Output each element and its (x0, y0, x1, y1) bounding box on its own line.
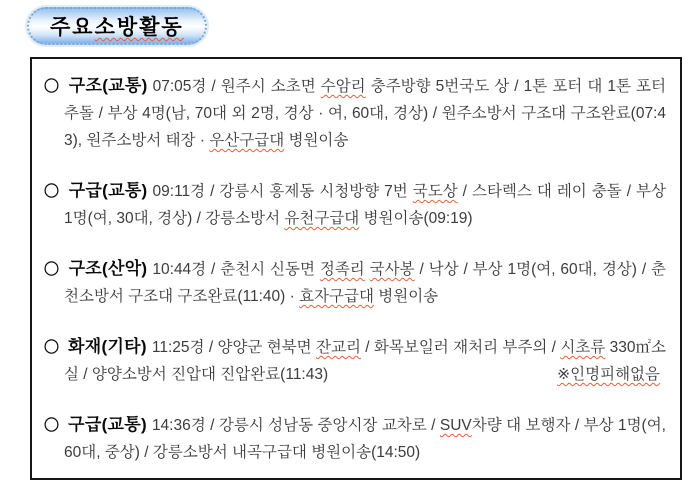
circle-bullet-icon: 〇 (44, 183, 60, 200)
text-segment: 09:11경 / 강릉시 홍제동 시청방향 7번 (152, 183, 413, 200)
activity-category-label: 구조(산악) (68, 259, 148, 278)
text-segment: 07:05경 / 원주시 소초면 (152, 78, 321, 95)
spellcheck-word: 잔교리 (316, 339, 361, 356)
text-segment: 충주방향 5번국도 상 / 1톤 포터 대 1톤 포터 추돌 / 부상 4명(남, 70대 외 2명, 경상 · 여, 60대, 경상) / 원주소방서 구조대 구조완료(07:43), 원주소방서 태장 · (64, 78, 666, 149)
spellcheck-word: 국도상 (412, 183, 458, 200)
no-casualty-note: ※인명피해없음 (557, 366, 660, 383)
text-segment: 병원이송 (373, 288, 439, 305)
page-title-badge (27, 7, 207, 45)
circle-bullet-icon: 〇 (44, 339, 60, 356)
spellcheck-word: 정족리 (319, 261, 365, 278)
text-segment: / 낙상 / 부상 1명(여, 60대, 경상) / 춘천소방서 구조대 구조완료(11:40) · (64, 261, 666, 305)
text-segment: 330㎡소실 / 양양소방서 진압대 진압완료(11:43) (64, 339, 666, 383)
text-segment: 14:36경 / 강릉시 성남동 중앙시장 교차로 / (151, 417, 440, 434)
spellcheck-word: 국사봉 (369, 261, 415, 278)
text-segment: / 스타렉스 대 레이 충돌 / 부상 1명(여, 30대, 경상) / 강릉소방서 (64, 183, 666, 227)
activity-category-label: 구급(교통) (68, 181, 148, 200)
text-segment: / 화목보일러 재처리 부주의 / (360, 339, 561, 356)
text-segment: 차량 대 보행자 / 부상 1명(여, 60대, 중상) / 강릉소방서 내곡구급대 병원이송(14:50) (64, 417, 666, 461)
activity-description (64, 261, 666, 305)
activity-item-rescue-traffic (44, 72, 666, 154)
activity-description (64, 78, 666, 149)
spellcheck-word: 우산구급대 (209, 132, 285, 149)
spellcheck-word: 시초류 (560, 339, 606, 356)
activity-item-ems-traffic-2 (44, 411, 666, 466)
text-segment: 10:44경 / 춘천시 신동면 (152, 261, 320, 278)
activity-report-box (30, 57, 682, 480)
spellcheck-word: 수암리 (320, 78, 366, 95)
activity-item-fire-other (44, 333, 666, 388)
circle-bullet-icon: 〇 (44, 261, 60, 278)
activity-description (64, 417, 666, 461)
circle-bullet-icon: 〇 (44, 417, 60, 434)
text-segment: 11:25경 / 양양군 현북면 (151, 339, 316, 356)
activity-item-rescue-mountain (44, 255, 666, 310)
spellcheck-word: 유천구급대 (284, 210, 360, 227)
text-segment: 병원이송 (284, 132, 349, 149)
activity-description (64, 183, 666, 227)
spellcheck-word: 효자구급대 (299, 288, 374, 305)
activity-category-label: 구조(교통) (68, 76, 148, 95)
spellcheck-word: SUV (439, 417, 472, 434)
page-title-highlighted: 소방활동 (94, 16, 184, 39)
page-title-prefix: 주요 (50, 16, 95, 39)
activity-category-label: 구급(교통) (68, 415, 147, 434)
text-segment: 병원이송(09:19) (359, 210, 473, 227)
activity-category-label: 화재(기타) (68, 337, 147, 356)
circle-bullet-icon: 〇 (44, 78, 60, 95)
activity-item-ems-traffic (44, 177, 666, 232)
